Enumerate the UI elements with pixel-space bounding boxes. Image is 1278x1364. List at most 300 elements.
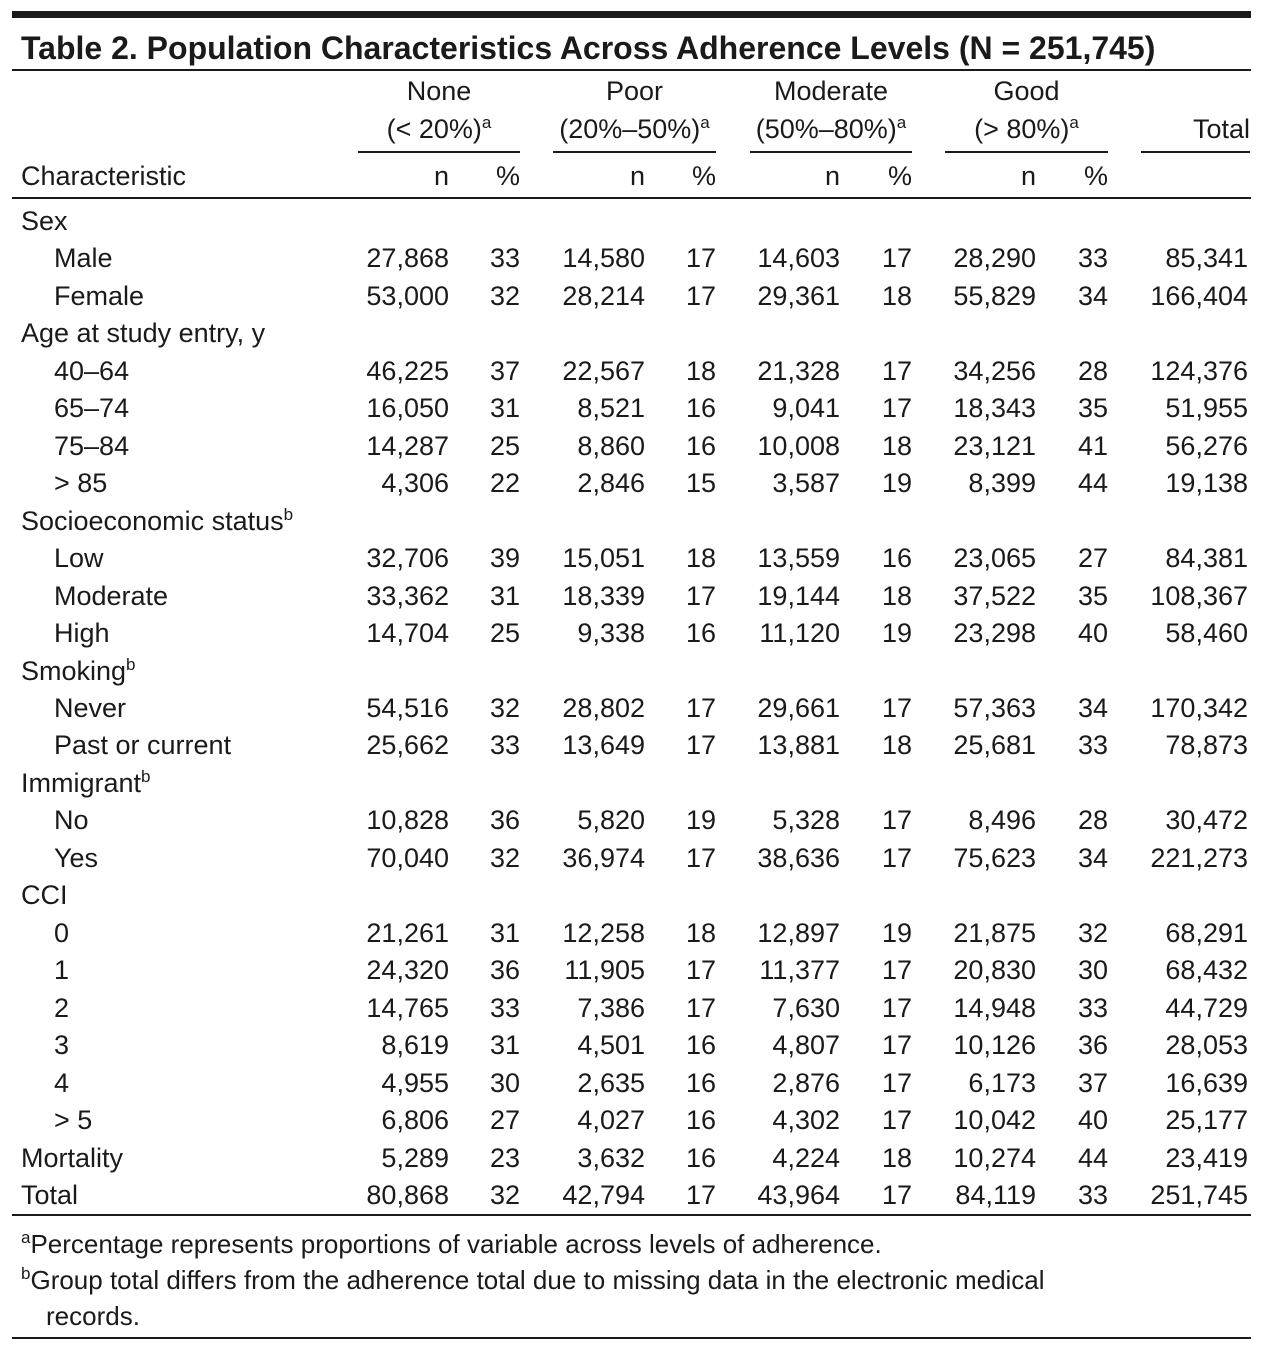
cell-n: 22,567 [562, 355, 645, 386]
cell-percent: 36 [489, 805, 520, 836]
label-text: 75–84 [54, 430, 130, 461]
table-row [0, 393, 1278, 423]
cell-percent: 33 [489, 243, 520, 274]
label-text: Socioeconomic status [21, 505, 284, 536]
cell-percent: 28 [1077, 805, 1108, 836]
cell-total: 56,276 [1165, 430, 1248, 461]
row-label [54, 993, 69, 1023]
cell-n: 10,042 [953, 1105, 1036, 1136]
cell-n: 7,386 [577, 992, 645, 1023]
cell-n: 29,361 [757, 280, 840, 311]
cell-percent: 17 [685, 730, 716, 761]
cell-percent: 33 [489, 992, 520, 1023]
cell-n: 14,948 [953, 992, 1036, 1023]
cell-percent: 18 [685, 917, 716, 948]
cell-total: 68,291 [1165, 917, 1248, 948]
cell-n: 42,794 [562, 1179, 645, 1210]
cell-n: 6,806 [381, 1105, 449, 1136]
table-row [0, 1068, 1278, 1098]
cell-n: 10,008 [757, 430, 840, 461]
cell-percent: 17 [881, 992, 912, 1023]
cell-n: 10,126 [953, 1030, 1036, 1061]
cell-percent: 31 [489, 917, 520, 948]
cell-n: 28,214 [562, 280, 645, 311]
label-text: High [54, 618, 110, 649]
range-text: (50%–80%) [755, 114, 897, 144]
cell-percent: 35 [1077, 393, 1108, 424]
cell-n: 16,050 [366, 393, 449, 424]
table-row [0, 768, 1278, 798]
cell-percent: 18 [881, 580, 912, 611]
footnote-mark: b [126, 654, 136, 674]
row-label [54, 1030, 69, 1060]
cell-percent: 16 [685, 1105, 716, 1136]
pct-header: % [887, 161, 912, 191]
row-label [21, 1143, 123, 1173]
cell-percent: 17 [685, 280, 716, 311]
footnote-text: records. [46, 1301, 140, 1331]
pct-header: % [691, 161, 716, 191]
row-label [54, 955, 69, 985]
cell-n: 25,662 [366, 730, 449, 761]
total-header: Total [1192, 114, 1250, 144]
cell-n: 20,830 [953, 955, 1036, 986]
cell-percent: 31 [489, 580, 520, 611]
footnote-mark: a [1069, 113, 1079, 132]
cell-percent: 19 [881, 618, 912, 649]
cell-percent: 44 [1077, 1142, 1108, 1173]
cell-percent: 32 [489, 842, 520, 873]
cell-total: 25,177 [1165, 1105, 1248, 1136]
table-row [0, 955, 1278, 985]
cell-percent: 32 [489, 280, 520, 311]
cell-percent: 16 [685, 1030, 716, 1061]
group-name: Poor [605, 76, 664, 106]
cell-percent: 17 [881, 1179, 912, 1210]
label-text: CCI [21, 880, 68, 911]
table-row [0, 281, 1278, 311]
row-label [54, 730, 231, 760]
row-label [21, 768, 151, 798]
pct-header: % [495, 161, 520, 191]
cell-percent: 17 [685, 1179, 716, 1210]
table-row [0, 1180, 1278, 1210]
cell-total: 28,053 [1165, 1030, 1248, 1061]
n-header: n [824, 161, 840, 191]
cell-n: 8,619 [381, 1030, 449, 1061]
top-thick-rule [12, 11, 1251, 18]
label-text: Mortality [21, 1142, 124, 1173]
cell-percent: 17 [685, 243, 716, 274]
cell-n: 21,875 [953, 917, 1036, 948]
label-text: Age at study entry, y [21, 318, 266, 349]
cell-n: 9,338 [577, 618, 645, 649]
cell-n: 12,258 [562, 917, 645, 948]
group-range [750, 114, 912, 144]
cell-n: 14,287 [366, 430, 449, 461]
cell-percent: 31 [489, 393, 520, 424]
cell-n: 3,632 [577, 1142, 645, 1173]
cell-percent: 39 [489, 543, 520, 574]
cell-percent: 34 [1077, 280, 1108, 311]
cell-percent: 16 [685, 1142, 716, 1173]
cell-percent: 15 [685, 468, 716, 499]
cell-percent: 44 [1077, 468, 1108, 499]
cell-percent: 17 [881, 1105, 912, 1136]
table-row [0, 318, 1278, 348]
cell-n: 4,955 [381, 1067, 449, 1098]
cell-n: 5,328 [772, 805, 840, 836]
cell-percent: 19 [881, 917, 912, 948]
group-range [553, 114, 716, 144]
n-header: n [1020, 161, 1036, 191]
cell-percent: 31 [489, 1030, 520, 1061]
footnote-text: Percentage represents proportions of variable across levels of adherence. [30, 1229, 882, 1259]
group-name: Good [993, 76, 1060, 106]
cell-percent: 17 [685, 580, 716, 611]
cell-n: 23,121 [953, 430, 1036, 461]
cell-percent: 40 [1077, 1105, 1108, 1136]
cell-percent: 37 [489, 355, 520, 386]
cell-percent: 33 [1077, 730, 1108, 761]
cell-n: 28,290 [953, 243, 1036, 274]
cell-n: 27,868 [366, 243, 449, 274]
n-header: n [629, 161, 645, 191]
group-underline [553, 151, 716, 153]
cell-total: 170,342 [1150, 692, 1248, 723]
row-label [21, 1180, 78, 1210]
cell-percent: 16 [685, 618, 716, 649]
cell-total: 78,873 [1165, 730, 1248, 761]
cell-n: 4,807 [772, 1030, 840, 1061]
cell-percent: 16 [685, 430, 716, 461]
cell-n: 7,630 [772, 992, 840, 1023]
group-range [358, 114, 520, 144]
table-row [0, 693, 1278, 723]
table-row [0, 993, 1278, 1023]
cell-total: 251,745 [1150, 1179, 1248, 1210]
cell-percent: 17 [881, 842, 912, 873]
cell-n: 4,501 [577, 1030, 645, 1061]
cell-percent: 33 [1077, 992, 1108, 1023]
footnote-line [21, 1265, 1045, 1295]
cell-percent: 17 [685, 992, 716, 1023]
cell-total: 108,367 [1150, 580, 1248, 611]
cell-n: 38,636 [757, 842, 840, 873]
cell-total: 58,460 [1165, 618, 1248, 649]
row-label [21, 206, 68, 236]
cell-percent: 19 [881, 468, 912, 499]
cell-n: 43,964 [757, 1179, 840, 1210]
table-row [0, 356, 1278, 386]
cell-percent: 17 [881, 243, 912, 274]
cell-percent: 17 [881, 1030, 912, 1061]
cell-percent: 23 [489, 1142, 520, 1173]
cell-percent: 32 [489, 1179, 520, 1210]
cell-n: 25,681 [953, 730, 1036, 761]
table-row [0, 506, 1278, 536]
cell-n: 14,580 [562, 243, 645, 274]
cell-n: 55,829 [953, 280, 1036, 311]
label-text: Female [54, 280, 145, 311]
cell-n: 12,897 [757, 917, 840, 948]
cell-total: 68,432 [1165, 955, 1248, 986]
label-text: 2 [54, 992, 70, 1023]
cell-percent: 17 [685, 692, 716, 723]
cell-n: 70,040 [366, 842, 449, 873]
cell-n: 14,603 [757, 243, 840, 274]
cell-percent: 40 [1077, 618, 1108, 649]
cell-percent: 36 [489, 955, 520, 986]
cell-n: 8,399 [968, 468, 1036, 499]
cell-percent: 33 [489, 730, 520, 761]
cell-percent: 17 [881, 393, 912, 424]
n-header: n [433, 161, 449, 191]
cell-n: 21,261 [366, 917, 449, 948]
cell-n: 10,828 [366, 805, 449, 836]
group-name: Moderate [773, 76, 889, 106]
label-text: Total [21, 1179, 79, 1210]
cell-n: 19,144 [757, 580, 840, 611]
table-row [0, 805, 1278, 835]
table-row [0, 1143, 1278, 1173]
cell-n: 80,868 [366, 1179, 449, 1210]
row-label [54, 843, 98, 873]
row-label [21, 656, 136, 686]
label-text: Male [54, 243, 113, 274]
row-label [54, 281, 144, 311]
label-text: Sex [21, 206, 68, 236]
row-label [54, 805, 89, 835]
cell-percent: 17 [881, 692, 912, 723]
table-bottom-rule [12, 1214, 1251, 1216]
cell-percent: 18 [881, 280, 912, 311]
cell-n: 57,363 [953, 692, 1036, 723]
cell-n: 2,846 [577, 468, 645, 499]
cell-n: 14,704 [366, 618, 449, 649]
cell-n: 54,516 [366, 692, 449, 723]
cell-percent: 25 [489, 618, 520, 649]
cell-n: 5,289 [381, 1142, 449, 1173]
cell-n: 4,224 [772, 1142, 840, 1173]
cell-total: 16,639 [1165, 1067, 1248, 1098]
footnote-line [21, 1229, 882, 1259]
table-row [0, 656, 1278, 686]
table-row [0, 918, 1278, 948]
table-title: Table 2. Population Characteristics Across Adherence Levels (N = 251,745) [21, 30, 1156, 66]
table-row [0, 206, 1278, 236]
cell-n: 18,343 [953, 393, 1036, 424]
label-text: Yes [54, 842, 99, 873]
cell-percent: 16 [685, 1067, 716, 1098]
row-label [54, 243, 113, 273]
range-text: (> 80%) [974, 114, 1070, 144]
cell-total: 84,381 [1165, 543, 1248, 574]
cell-percent: 17 [881, 355, 912, 386]
cell-n: 11,377 [759, 955, 840, 986]
label-text: Low [54, 543, 104, 574]
row-label [21, 318, 265, 348]
cell-n: 4,306 [381, 468, 449, 499]
cell-percent: 16 [881, 543, 912, 574]
cell-percent: 17 [881, 805, 912, 836]
cell-percent: 18 [881, 430, 912, 461]
cell-percent: 41 [1077, 430, 1108, 461]
table-row [0, 243, 1278, 273]
cell-percent: 35 [1077, 580, 1108, 611]
label-text: No [54, 805, 89, 836]
table-row [0, 581, 1278, 611]
cell-n: 75,623 [953, 842, 1036, 873]
cell-n: 34,256 [953, 355, 1036, 386]
cell-percent: 18 [881, 1142, 912, 1173]
table-row [0, 730, 1278, 760]
table-row [0, 543, 1278, 573]
row-label [54, 543, 104, 573]
label-text: 65–74 [54, 393, 130, 424]
cell-percent: 30 [1077, 955, 1108, 986]
table-row [0, 880, 1278, 910]
label-text: Never [54, 692, 127, 723]
cell-percent: 18 [685, 543, 716, 574]
cell-percent: 27 [489, 1105, 520, 1136]
cell-total: 51,955 [1165, 393, 1248, 424]
footnote-mark: a [481, 113, 492, 132]
footnote-text: Group total differs from the adherence total due to missing data in the electronic medical [30, 1265, 1045, 1295]
characteristic-header: Characteristic [21, 161, 187, 191]
group-underline [750, 151, 912, 153]
table-row [0, 618, 1278, 648]
row-label [54, 918, 69, 948]
cell-n: 4,027 [577, 1105, 645, 1136]
cell-percent: 27 [1077, 543, 1108, 574]
cell-percent: 22 [489, 468, 520, 499]
cell-n: 14,765 [366, 992, 449, 1023]
footnote-mark: a [21, 1228, 31, 1247]
cell-total: 44,729 [1165, 992, 1248, 1023]
cell-total: 166,404 [1150, 280, 1248, 311]
cell-percent: 17 [685, 842, 716, 873]
cell-percent: 32 [1077, 917, 1108, 948]
cell-n: 33,362 [366, 580, 449, 611]
group-underline [945, 151, 1108, 153]
cell-n: 53,000 [366, 280, 449, 311]
cell-n: 10,274 [953, 1142, 1036, 1173]
cell-n: 2,876 [772, 1067, 840, 1098]
cell-percent: 19 [685, 805, 716, 836]
label-text: > 85 [54, 468, 108, 499]
cell-percent: 33 [1077, 1179, 1108, 1210]
cell-percent: 34 [1077, 842, 1108, 873]
label-text: Immigrant [21, 767, 142, 798]
label-text: 1 [54, 955, 70, 986]
cell-n: 13,649 [562, 730, 645, 761]
cell-total: 124,376 [1150, 355, 1248, 386]
cell-percent: 34 [1077, 692, 1108, 723]
row-label [54, 618, 110, 648]
cell-percent: 16 [685, 393, 716, 424]
label-text: 4 [54, 1067, 70, 1098]
cell-n: 8,521 [577, 393, 645, 424]
cell-n: 15,051 [562, 543, 645, 574]
group-name: None [406, 76, 472, 106]
row-label [54, 393, 129, 423]
cell-n: 4,302 [772, 1105, 840, 1136]
cell-percent: 25 [489, 430, 520, 461]
cell-percent: 36 [1077, 1030, 1108, 1061]
label-text: Moderate [54, 580, 169, 611]
row-label [54, 356, 129, 386]
label-text: > 5 [54, 1105, 93, 1136]
cell-n: 28,802 [562, 692, 645, 723]
cell-percent: 37 [1077, 1067, 1108, 1098]
row-label [21, 880, 68, 910]
table-row [0, 843, 1278, 873]
cell-n: 11,120 [759, 618, 840, 649]
table-row [0, 468, 1278, 498]
cell-percent: 17 [881, 955, 912, 986]
cell-percent: 17 [881, 1067, 912, 1098]
row-label [54, 1068, 69, 1098]
footnote-mark: a [700, 113, 710, 132]
cell-n: 18,339 [562, 580, 645, 611]
cell-n: 13,881 [757, 730, 840, 761]
cell-n: 23,298 [953, 618, 1036, 649]
cell-n: 2,635 [577, 1067, 645, 1098]
cell-n: 9,041 [772, 393, 840, 424]
table-row [0, 1030, 1278, 1060]
table-row [0, 1105, 1278, 1135]
cell-n: 23,065 [953, 543, 1036, 574]
footnote-mark: a [896, 113, 907, 132]
footnote-mark: b [283, 504, 294, 524]
footnote-mark: b [21, 1264, 31, 1283]
label-text: 3 [54, 1030, 70, 1061]
cell-total: 85,341 [1165, 243, 1248, 274]
pct-header: % [1083, 161, 1108, 191]
row-label [54, 581, 168, 611]
cell-n: 8,860 [577, 430, 645, 461]
cell-n: 36,974 [562, 842, 645, 873]
bottom-rule [12, 1337, 1251, 1339]
range-text: (< 20%) [386, 114, 482, 144]
cell-n: 32,706 [366, 543, 449, 574]
table-row [0, 431, 1278, 461]
cell-percent: 33 [1077, 243, 1108, 274]
cell-n: 11,905 [564, 955, 645, 986]
cell-total: 221,273 [1150, 842, 1248, 873]
footnote-line [46, 1301, 140, 1331]
title-rule [12, 69, 1251, 71]
cell-percent: 28 [1077, 355, 1108, 386]
cell-n: 29,661 [757, 692, 840, 723]
row-label [54, 1105, 92, 1135]
cell-total: 19,138 [1165, 468, 1248, 499]
cell-n: 5,820 [577, 805, 645, 836]
label-text: Past or current [54, 730, 232, 761]
total-underline [1141, 151, 1250, 153]
cell-n: 3,587 [772, 468, 840, 499]
label-text: 40–64 [54, 355, 130, 386]
row-label [54, 693, 126, 723]
cell-percent: 18 [881, 730, 912, 761]
cell-n: 13,559 [757, 543, 840, 574]
cell-n: 46,225 [366, 355, 449, 386]
cell-total: 23,419 [1165, 1142, 1248, 1173]
label-text: 0 [54, 917, 70, 948]
group-underline [358, 151, 520, 153]
cell-n: 37,522 [953, 580, 1036, 611]
